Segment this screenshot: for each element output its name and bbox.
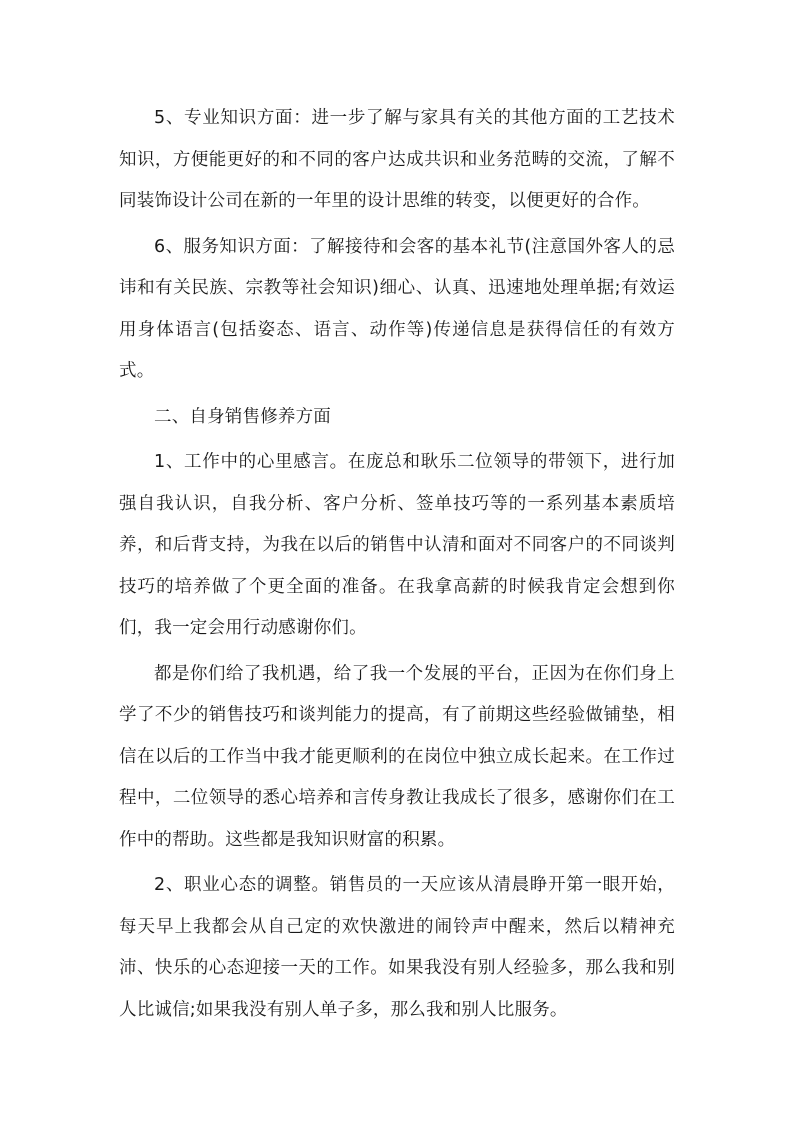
- paragraph-mindset-adjustment: 2、职业心态的调整。销售员的一天应该从清晨睁开第一眼开始，每天早上我都会从自己定的欢快激进的闹铃声中醒来，然后以精神充沛、快乐的心态迎接一天的工作。如果我没有别人经验多，那么我和别人比诚信;如果我没有别人单子多，那么我和别人比服务。: [119, 875, 675, 1020]
- document-body: [119, 98, 675, 1035]
- section-heading-sales-cultivation: 二、自身销售修养方面: [154, 406, 331, 427]
- paragraph-professional-knowledge: 5、专业知识方面：进一步了解与家具有关的其他方面的工艺技术知识，方便能更好的和不同的客户达成共识和业务范畴的交流，了解不同装饰设计公司在新的一年里的设计思维的转变，以便更好的合作。: [119, 108, 675, 211]
- paragraph-gratitude: 都是你们给了我机遇，给了我一个发展的平台，正因为在你们身上学了不少的销售技巧和谈判能力的提高，有了前期这些经验做铺垫，相信在以后的工作当中我才能更顺利的在岗位中独立成长起来。在工作过程中，二位领导的悉心培养和言传身教让我成长了很多，感谢你们在工作中的帮助。这些都是我知识财富的积累。: [119, 663, 675, 850]
- paragraph-work-reflections: 1、工作中的心里感言。在庞总和耿乐二位领导的带领下，进行加强自我认识，自我分析、客户分析、签单技巧等的一系列基本素质培养，和后背支持，为我在以后的销售中认清和面对不同客户的不同谈判技巧的培养做了个更全面的准备。在我拿高薪的时候我肯定会想到你们，我一定会用行动感谢你们。: [119, 452, 675, 638]
- paragraph-service-knowledge: 6、服务知识方面：了解接待和会客的基本礼节(注意国外客人的忌讳和有关民族、宗教等社会知识)细心、认真、迅速地处理单据;有效运用身体语言(包括姿态、语言、动作等)传递信息是获得信任的有效方式。: [119, 236, 675, 381]
